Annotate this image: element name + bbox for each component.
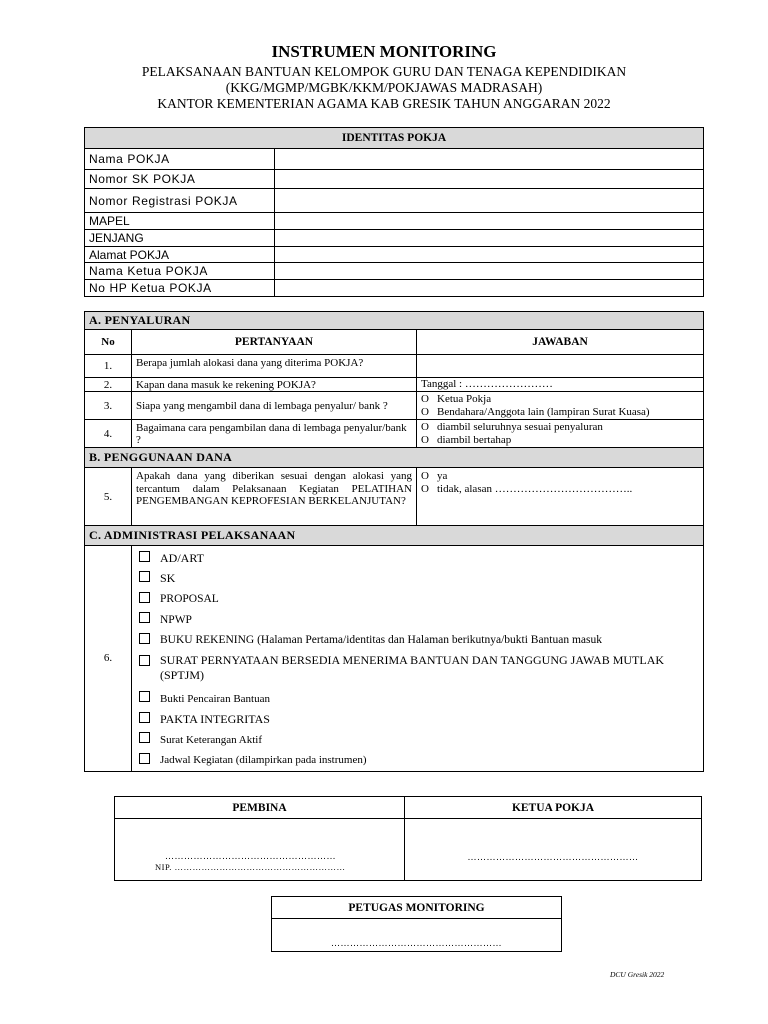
checklist-item-bukti-pencairan[interactable]: Bukti Pencairan Bantuan	[136, 689, 699, 710]
section-c-heading: C. ADMINISTRASI PELAKSANAAN	[85, 526, 704, 546]
field-value-no-hp[interactable]	[275, 280, 704, 297]
col-header-question: PERTANYAAN	[132, 330, 417, 355]
option-diambil-seluruhnya[interactable]: O diambil seluruhnya sesuai penyaluran	[421, 420, 603, 433]
petugas-name-line: ………………………………………………	[331, 938, 502, 948]
pembina-nip: NIP. …………………………………………………	[155, 862, 346, 872]
field-value-alamat[interactable]	[275, 247, 704, 263]
checklist-item-ad-art[interactable]: AD/ART	[136, 548, 699, 569]
signature-table	[114, 796, 702, 881]
checkbox-icon	[139, 551, 150, 562]
question-text: Berapa jumlah alokasi dana yang diterima POKJA?	[132, 355, 417, 378]
field-value-nama-pokja[interactable]	[275, 149, 704, 170]
field-label-nama-pokja: Nama POKJA	[85, 149, 275, 170]
row-number: 5.	[85, 468, 132, 526]
field-label-nama-ketua: Nama Ketua POKJA	[85, 263, 275, 280]
field-label-nomor-sk: Nomor SK POKJA	[85, 170, 275, 189]
checkbox-icon	[139, 732, 150, 743]
checklist-item-buku-rekening[interactable]: BUKU REKENING (Halaman Pertama/identitas dan Halaman berikutnya/bukti Bantuan masuk	[136, 630, 699, 651]
table-row	[85, 468, 704, 526]
field-label-jenjang: JENJANG	[85, 230, 275, 247]
checklist-item-npwp[interactable]: NPWP	[136, 610, 699, 631]
petugas-signature-area[interactable]	[272, 919, 562, 952]
field-label-mapel: MAPEL	[85, 213, 275, 230]
checklist-item-surat-keterangan[interactable]: Surat Keterangan Aktif	[136, 730, 699, 751]
table-row	[85, 546, 704, 772]
row-number: 3.	[85, 392, 132, 420]
row-number: 6.	[85, 546, 132, 772]
checkbox-icon	[139, 592, 150, 603]
col-header-answer: JAWABAN	[417, 330, 704, 355]
petugas-heading: PETUGAS MONITORING	[272, 897, 562, 919]
row-number: 1.	[85, 355, 132, 378]
checklist-item-pakta-integritas[interactable]: PAKTA INTEGRITAS	[136, 709, 699, 730]
radio-circle-icon: O	[421, 483, 429, 495]
table-row	[85, 420, 704, 448]
ketua-name-line: ………………………………………………	[467, 852, 639, 862]
question-text: Siapa yang mengambil dana di lembaga penyalur/ bank ?	[132, 392, 417, 420]
checklist-item-jadwal-kegiatan[interactable]: Jadwal Kegiatan (dilampirkan pada instrumen)	[136, 750, 699, 771]
table-row	[85, 355, 704, 378]
checkbox-icon	[139, 753, 150, 764]
monitoring-table	[84, 311, 704, 772]
checkbox-icon	[139, 712, 150, 723]
question-text: Kapan dana masuk ke rekening POKJA?	[132, 378, 417, 392]
field-value-nama-ketua[interactable]	[275, 263, 704, 280]
option-bendahara[interactable]: O Bendahara/Anggota lain (lampiran Surat Kuasa)	[421, 405, 650, 418]
row-number: 4.	[85, 420, 132, 448]
subtitle-line-2: (KKG/MGMP/MGBK/KKM/POKJAWAS MADRASAH)	[225, 80, 543, 95]
checklist-item-sk[interactable]: SK	[136, 569, 699, 590]
pembina-signature-area[interactable]	[115, 819, 405, 881]
radio-circle-icon: O	[421, 405, 429, 418]
field-value-jenjang[interactable]	[275, 230, 704, 247]
radio-circle-icon: O	[421, 420, 429, 433]
pembina-name-line: ………………………………………………	[165, 851, 336, 861]
row-number: 2.	[85, 378, 132, 392]
checkbox-icon	[139, 612, 150, 623]
radio-circle-icon: O	[421, 392, 429, 405]
ketua-pokja-heading: KETUA POKJA	[405, 797, 702, 819]
section-b-heading: B. PENGGUNAAN DANA	[85, 448, 704, 468]
checkbox-icon	[139, 571, 150, 582]
col-header-no: No	[85, 330, 132, 355]
checkbox-icon	[139, 691, 150, 702]
table-row	[85, 392, 704, 420]
ketua-signature-area[interactable]	[405, 819, 702, 881]
subtitle-line-1: PELAKSANAAN BANTUAN KELOMPOK GURU DAN TENAGA KEPENDIDIKAN	[141, 64, 627, 79]
radio-circle-icon: O	[421, 433, 429, 446]
radio-circle-icon: O	[421, 470, 429, 482]
checkbox-icon	[139, 655, 150, 666]
pembina-heading: PEMBINA	[115, 797, 405, 819]
subtitle-line-3: KANTOR KEMENTERIAN AGAMA KAB GRESIK TAHUN ANGGARAN 2022	[157, 96, 611, 111]
option-ya[interactable]: O ya	[421, 470, 448, 482]
checklist-item-proposal[interactable]: PROPOSAL	[136, 589, 699, 610]
field-label-alamat: Alamat POKJA	[85, 247, 275, 263]
answer-date[interactable]: Tanggal : ……………………	[417, 378, 704, 392]
answer-cell[interactable]	[417, 355, 704, 378]
question-text: Apakah dana yang diberikan sesuai dengan alokasi yang tercantum dalam Pelaksanaan Kegiatan PELATIHAN PENGEMBANGAN KEPROFESIAN BERKELANJUTAN?	[132, 468, 417, 526]
identitas-heading: IDENTITAS POKJA	[85, 128, 704, 149]
table-row	[85, 378, 704, 392]
field-label-nomor-registrasi: Nomor Registrasi POKJA	[85, 189, 275, 213]
field-value-nomor-sk[interactable]	[275, 170, 704, 189]
footer-text: DCU Gresik 2022	[610, 970, 665, 979]
field-value-nomor-registrasi[interactable]	[275, 189, 704, 213]
option-ketua-pokja[interactable]: O Ketua Pokja	[421, 392, 492, 405]
field-label-no-hp: No HP Ketua POKJA	[85, 280, 275, 297]
question-text: Bagaimana cara pengambilan dana di lembaga penyalur/bank ?	[132, 420, 417, 448]
checkbox-icon	[139, 633, 150, 644]
field-value-mapel[interactable]	[275, 213, 704, 230]
petugas-table	[271, 896, 562, 952]
option-diambil-bertahap[interactable]: O diambil bertahap	[421, 433, 512, 446]
section-a-heading: A. PENYALURAN	[85, 312, 704, 330]
document-title: INSTRUMEN MONITORING	[271, 42, 497, 61]
checklist-item-sptjm[interactable]: SURAT PERNYATAAN BERSEDIA MENERIMA BANTUAN DAN TANGGUNG JAWAB MUTLAK (SPTJM)	[136, 651, 699, 689]
identitas-table	[84, 127, 704, 297]
option-tidak[interactable]: O tidak, alasan ………………………………..	[421, 483, 633, 495]
